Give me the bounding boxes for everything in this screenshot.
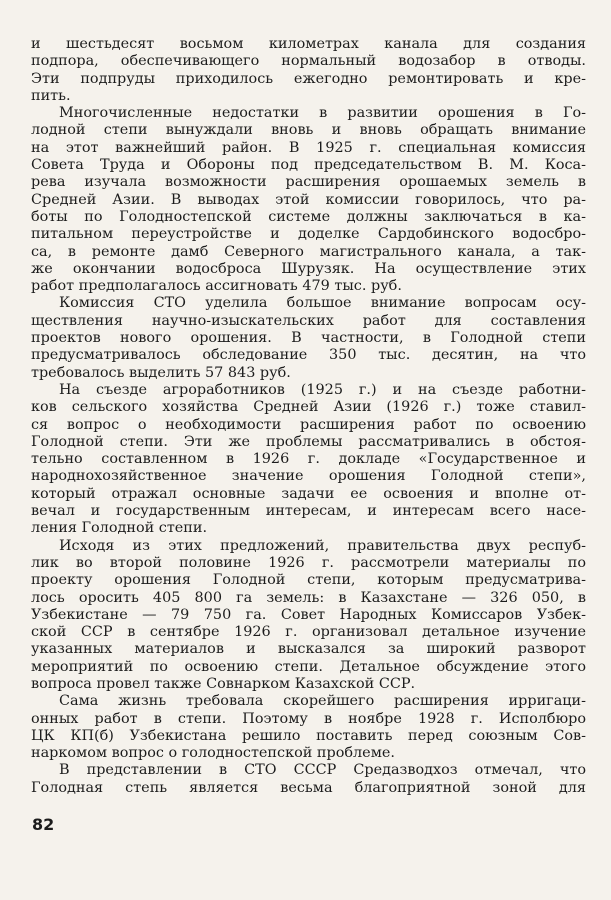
text-line: В представлении в СТО СССР Средазводхоз отмечал, что: [59, 762, 586, 779]
text-line: Голодная степь является весьма благоприятной зоной для: [31, 779, 586, 796]
text-line: мероприятий по освоению степи. Детальное обсуждение этого: [31, 658, 586, 675]
text-line: вопроса провел также Совнарком Казахской ССР.: [31, 675, 416, 692]
text-line: на этот важнейший район. В 1925 г. специальная комиссия: [31, 139, 586, 156]
text-line: Совета Труда и Обороны под председательством В. М. Коса-: [31, 157, 586, 174]
text-line: На съезде агроработников (1925 г.) и на съезде работни-: [59, 381, 586, 398]
text-line: пить.: [31, 87, 71, 104]
text-line: же окончании водосброса Шурузяк. На осуществление этих: [31, 260, 586, 277]
text-line: ков сельского хозяйства Средней Азии (1926 г.) тоже ставил-: [31, 399, 586, 416]
text-line: Сама жизнь требовала скорейшего расширения ирригаци-: [59, 693, 586, 710]
text-line: лось оросить 405 800 га земель: в Казахстане — 326 050, в: [31, 589, 586, 606]
text-line: Эти подпруды приходилось ежегодно ремонтировать и кре-: [31, 70, 586, 87]
text-line: Комиссия СТО уделила большое внимание вопросам осу-: [59, 295, 586, 312]
paragraph: [31, 36, 586, 105]
text-line: ЦК КП(б) Узбекистана решило поставить перед союзным Сов-: [31, 727, 586, 744]
paragraph: [31, 295, 586, 381]
text-line: наркомом вопрос о голодностепской проблеме.: [31, 745, 395, 762]
text-line: подпора, обеспечивающего нормальный водозабор в отводы.: [31, 53, 586, 70]
paragraph: [31, 105, 586, 295]
text-line: ся вопрос о необходимости расширения работ по освоению: [31, 416, 586, 433]
text-line: работ предполагалось ассигновать 479 тыс. руб.: [31, 278, 402, 295]
paragraph: [31, 693, 586, 762]
text-line: боты по Голодностепской системе должны заключаться в ка-: [31, 208, 586, 225]
text-line: требовалось выделить 57 843 руб.: [31, 364, 291, 381]
text-line: Многочисленные недостатки в развитии орошения в Го-: [59, 105, 586, 122]
text-line: онных работ в степи. Поэтому в ноябре 1928 г. Исполбюро: [31, 710, 586, 727]
text-line: и шестьдесят восьмом километрах канала для создания: [31, 36, 586, 52]
text-line: са, в ремонте дамб Северного магистрального канала, а так-: [31, 243, 586, 260]
text-line: рева изучала возможности расширения орошаемых земель в: [31, 174, 586, 191]
text-line: Узбекистане — 79 750 га. Совет Народных Комиссаров Узбек-: [31, 606, 586, 623]
paragraph: [31, 382, 586, 538]
paragraph: [31, 538, 586, 694]
text-line: предусматривалось обследование 350 тыс. десятин, на что: [31, 347, 586, 364]
text-line: лик во второй половине 1926 г. рассмотрели материалы по: [31, 554, 586, 571]
page-number: 82: [32, 815, 55, 834]
text-line: Средней Азии. В выводах этой комиссии говорилось, что ра-: [31, 191, 586, 208]
text-line: тельно составленном в 1926 г. докладе «Государственное и: [31, 451, 586, 468]
body-text: [31, 36, 586, 797]
text-line: Голодной степи. Эти же проблемы рассматривались в обстоя-: [31, 433, 586, 450]
text-line: проектов нового орошения. В частности, в Голодной степи: [31, 330, 586, 347]
text-line: ществления научно-изыскательских работ для составления: [31, 312, 586, 329]
text-line: проекту орошения Голодной степи, которым предусматрива-: [31, 572, 586, 589]
text-line: который отражал основные задачи ее освоения и вполне от-: [31, 485, 586, 502]
text-line: ления Голодной степи.: [31, 520, 208, 537]
paragraph: [31, 762, 586, 797]
text-line: указанных материалов и высказался за широкий разворот: [31, 641, 586, 658]
text-line: вечал и государственным интересам, и интересам всего насе-: [31, 503, 586, 520]
text-line: лодной степи вынуждали вновь и вновь обращать внимание: [31, 122, 586, 139]
text-line: ской ССР в сентябре 1926 г. организовал детальное изучение: [31, 624, 586, 641]
text-line: питальном переустройстве и доделке Сардобинского водосбро-: [31, 226, 586, 243]
text-line: народнохозяйственное значение орошения Голодной степи»,: [31, 468, 586, 485]
text-line: Исходя из этих предложений, правительства двух респуб-: [59, 537, 586, 554]
